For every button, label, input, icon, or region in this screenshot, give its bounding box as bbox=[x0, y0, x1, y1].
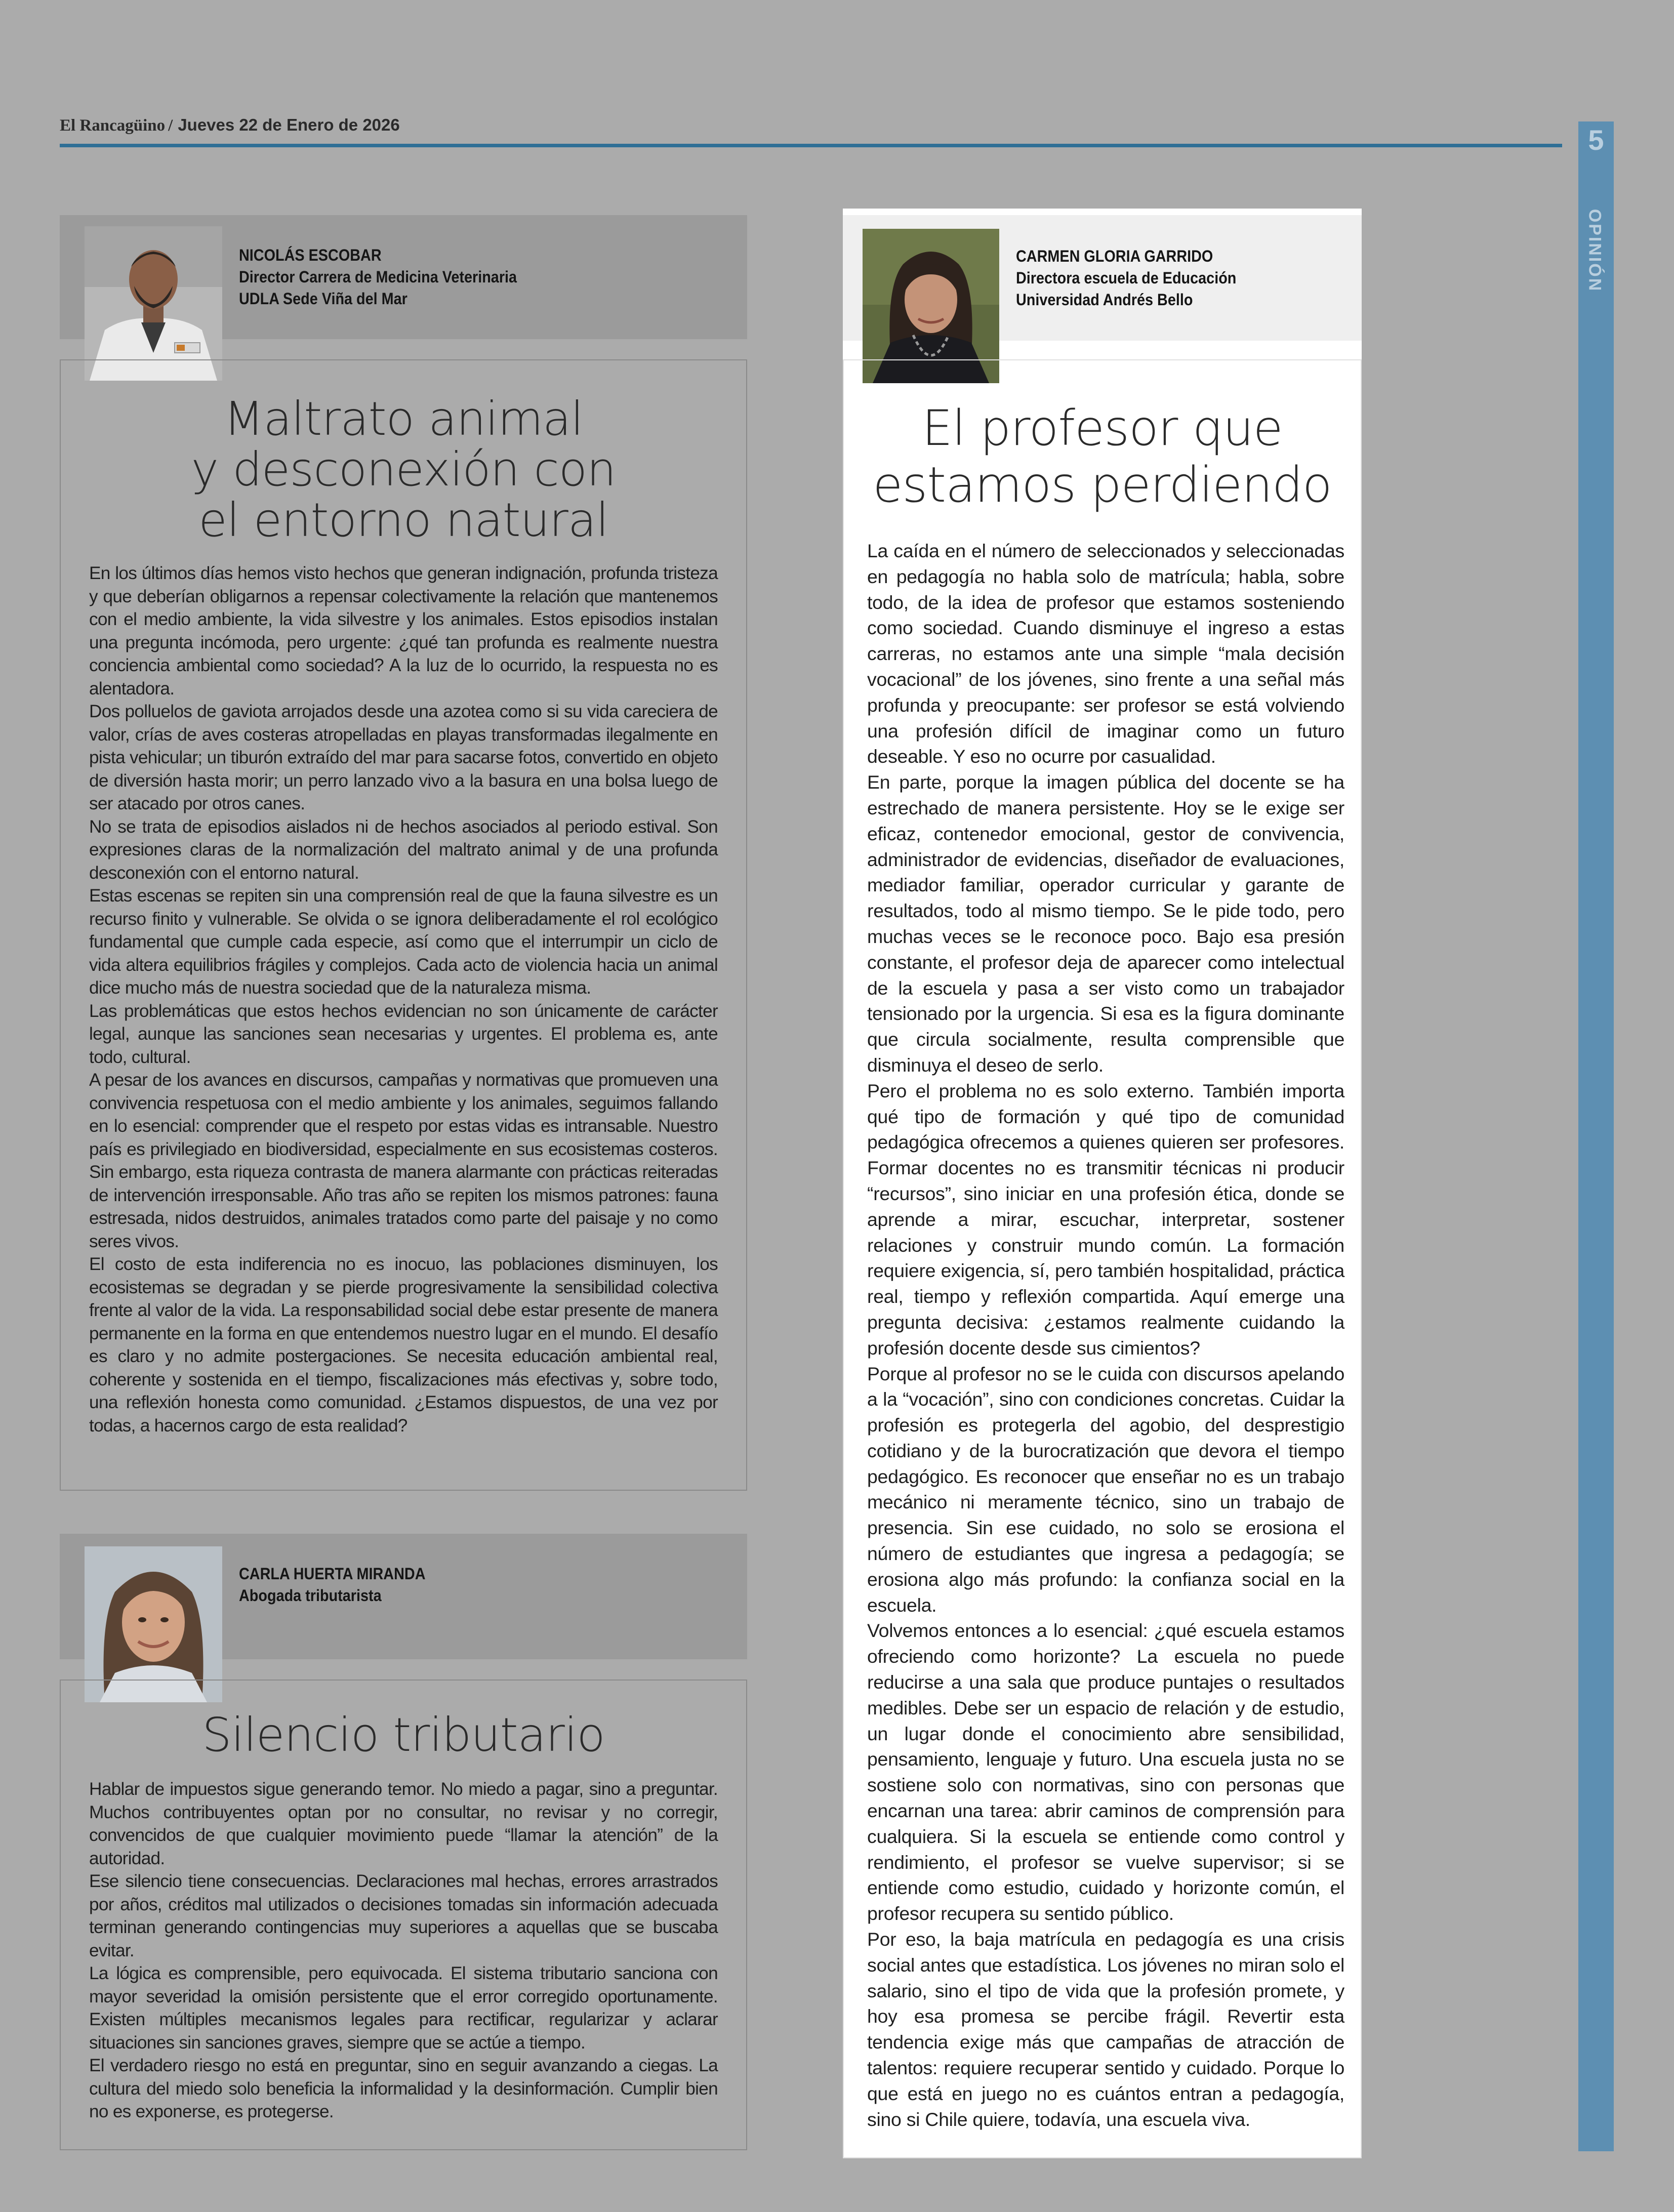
article-body-silencio bbox=[89, 1778, 718, 2123]
author-role: Director Carrera de Medicina Veterinaria bbox=[239, 268, 517, 286]
article-body-profesor bbox=[867, 538, 1344, 2132]
paragraph: La lógica es comprensible, pero equivocada. El sistema tributario sanciona con mayor severidad la omisión persistente que el error corregido oportunamente. Existen múltiples mecanismos legales para rectificar, regularizar y aclarar situaciones sin sanciones graves, siempre que se actúe a tiempo. bbox=[89, 1963, 718, 2053]
paragraph: No se trata de episodios aislados ni de hechos asociados al periodo estival. Son expresiones claras de la normalización del maltrato animal y de una profunda desconexión con el entorno natural. bbox=[89, 816, 718, 883]
section-side-band bbox=[1578, 121, 1614, 2151]
masthead bbox=[60, 115, 400, 139]
paragraph: Estas escenas se repiten sin una comprensión real de que la fauna silvestre es un recurso finito y vulnerable. Se olvida o se ignora deliberadamente el rol ecológico fundamental que cumple cada especie, así como que el interrumpir un ciclo de vida altera equilibrios frágiles y complejos. Cada acto de violencia hacia un animal dice mucho más de nuestra sociedad que de la naturaleza misma. bbox=[89, 886, 718, 998]
portrait-huerta bbox=[85, 1546, 222, 1702]
header-rule bbox=[60, 144, 1562, 147]
paragraph: La caída en el número de seleccionados y seleccionadas en pedagogía no habla solo de matrícula; habla, sobre todo, de la idea de profesor que estamos sosteniendo como sociedad. Cuando disminuye el ingreso a estas carreras, no estamos ante una simple “mala decisión vocacional” de los jóvenes, sino frente a una señal más profunda y preocupante: ser profesor se está volviendo una profesión difícil de imaginar como un futuro deseable. Y eso no ocurre por casualidad. bbox=[867, 540, 1344, 767]
title-line: estamos perdiendo bbox=[873, 457, 1332, 513]
article-title-silencio bbox=[66, 1710, 741, 1760]
paragraph: A pesar de los avances en discursos, campañas y normativas que promueven una convivencia respetuosa con el medio ambiente y los animales, seguimos fallando en lo esencial: comprender que el respeto por estas vidas es intransable. Nuestro país es privilegiado en biodiversidad, especialmente en sus ecosistemas costeros. Sin embargo, esta riqueza contrasta de manera alarmante con prácticas reiteradas de intervención irresponsable. Año tras año se repiten los mismos patrones: fauna estresada, nidos destruidos, animales tratados como parte del paisaje y no como seres vivos. bbox=[89, 1070, 718, 1251]
author-role: Directora escuela de Educación bbox=[1016, 269, 1237, 287]
section-label: OPINIÓN bbox=[1585, 209, 1605, 293]
author-name: NICOLÁS ESCOBAR bbox=[239, 246, 382, 264]
author-info-huerta bbox=[239, 1563, 425, 1607]
paragraph: Volvemos entonces a lo esencial: ¿qué escuela estamos ofreciendo como horizonte? La escuela no puede reducirse a una sala que produce puntajes o resultados medibles. Debe ser un espacio de relación y de estudio, un lugar donde el conocimiento abre sensibilidad, pensamiento, lenguaje y futuro. Una escuela justa no se sostiene solo con normativas, sino con personas que encarnan una tarea: abrir caminos de comprensión para cualquiera. Si la escuela se entiende como control y rendimiento, el profesor se vuelve supervisor; si se entiende como estudio, cuidado y horizonte común, el profesor recupera su sentido público. bbox=[867, 1620, 1344, 1924]
author-affiliation: Universidad Andrés Bello bbox=[1016, 291, 1193, 309]
article-body-maltrato bbox=[89, 562, 718, 1437]
paragraph: Hablar de impuestos sigue generando temor. No miedo a pagar, sino a preguntar. Muchos contribuyentes optan por no consultar, no revisar y no corregir, convencidos de que cualquier movimiento puede “llamar la atención” de la autoridad. bbox=[89, 1779, 718, 1868]
author-name: CARMEN GLORIA GARRIDO bbox=[1016, 247, 1213, 265]
paragraph: En parte, porque la imagen pública del docente se ha estrechado de manera persistente. Hoy se le exige ser eficaz, contenedor emocional, gestor de convivencia, administrador de evidencias, diseñador de evaluaciones, mediador familiar, operador curricular y garante de resultados, todo al mismo tiempo. Se le pide todo, pero muchas veces se le reconoce poco. Bajo esa presión constante, el profesor deja de aparecer como intelectual de la escuela y pasa a ser visto como un trabajador tensionado por la urgencia. Si esa es la figura dominante que circula socialmente, resulta comprensible que disminuya el deseo de serlo. bbox=[867, 771, 1344, 1076]
title-line: el entorno natural bbox=[198, 493, 608, 547]
title-line: Maltrato animal bbox=[224, 392, 583, 446]
title-line: El profesor que bbox=[922, 400, 1283, 457]
paragraph: Las problemáticas que estos hechos evidencian no son únicamente de carácter legal, aunque las sanciones sean necesarias y urgentes. El problema es, ante todo, cultural. bbox=[89, 1001, 718, 1067]
author-role: Abogada tributarista bbox=[239, 1586, 382, 1605]
newspaper-name: El Rancagüino bbox=[60, 116, 166, 135]
author-info-garrido bbox=[1016, 245, 1236, 311]
paragraph: Pero el problema no es solo externo. También importa qué tipo de formación y qué tipo de comunidad pedagógica ofrecemos a quienes quieren ser profesores. Formar docentes no es transmitir técnicas ni producir “recursos”, sino iniciar en una profesión ética, donde se aprende a mirar, escuchar, interpretar, sostener relaciones y construir mundo común. La formación requiere exigencia, sí, pero también hospitalidad, práctica real, tiempo y reflexión compartida. Aquí emerge una pregunta decisiva: ¿estamos realmente cuidando la profesión docente desde sus cimientos? bbox=[867, 1080, 1344, 1359]
paragraph: Por eso, la baja matrícula en pedagogía es una crisis social antes que estadística. Los jóvenes no miran solo el salario, sino el tipo de vida que la profesión promete, y hoy esa promesa se percibe frágil. Revertir esta tendencia exige más que campañas de atracción de talentos: requiere recuperar sentido y cuidado. Porque lo que está en juego no es cuántos entran a pedagogía, sino si Chile quiere, todavía, una escuela viva. bbox=[867, 1929, 1344, 2130]
author-photo-escobar bbox=[85, 226, 222, 381]
author-name: CARLA HUERTA MIRANDA bbox=[239, 1565, 426, 1583]
article-title-maltrato bbox=[66, 394, 741, 546]
portrait-escobar bbox=[85, 226, 222, 381]
page-number: 5 bbox=[1588, 124, 1604, 156]
masthead-separator: / bbox=[168, 116, 173, 135]
paragraph: Dos polluelos de gaviota arrojados desde una azotea como si su vida careciera de valor, crías de aves costeras atropelladas en playas transformadas ilegalmente en pista vehicular; un tiburón extraído del mar para sacarse fotos, convertido en objeto de diversión hasta morir; un perro lanzado vivo a la basura en una bolsa luego de ser atacado por otros canes. bbox=[89, 702, 718, 813]
paragraph: El verdadero riesgo no está en preguntar, sino en seguir avanzando a ciegas. La cultura del miedo solo beneficia la informalidad y la desinformación. Cumplir bien no es exponerse, es protegerse. bbox=[89, 2056, 718, 2121]
paragraph: Ese silencio tiene consecuencias. Declaraciones mal hechas, errores arrastrados por años, créditos mal utilizados o decisiones tomadas sin información adecuada terminan generando contingencias muy superiores a aquellas que se buscaba evitar. bbox=[89, 1871, 718, 1960]
issue-date: Jueves 22 de Enero de 2026 bbox=[178, 115, 400, 134]
paragraph: Porque al profesor no se le cuida con discursos apelando a la “vocación”, sino con condiciones concretas. Cuidar la profesión es protegerla del agobio, del desprestigio cotidiano y de la burocratización que devora el tiempo pedagógico. Es reconocer que enseñar no es un trabajo mecánico ni meramente técnico, sino un trabajo de presencia. Sin ese cuidado, no solo se erosiona el número de estudiantes que ingresa a pedagogía; se erosiona algo más profundo: la confianza social en la escuela. bbox=[867, 1363, 1344, 1616]
paragraph: En los últimos días hemos visto hechos que generan indignación, profunda tristeza y que deberían obligarnos a repensar colectivamente la relación que mantenemos con el medio ambiente, la vida silvestre y los animales. Estos episodios instalan una pregunta incómoda, pero urgente: ¿qué tan profunda es realmente nuestra conciencia ambiental como sociedad? A la luz de lo ocurrido, la respuesta no es alentadora. bbox=[89, 563, 718, 699]
author-photo-huerta bbox=[85, 1546, 222, 1702]
title-line: y desconexión con bbox=[191, 442, 616, 497]
paragraph: El costo de esta indiferencia no es inocuo, las poblaciones disminuyen, los ecosistemas se degradan y se pierde progresivamente la sensibilidad colectiva frente al valor de la vida. La responsabilidad social debe estar presente de manera permanente en la forma en que entendemos nuestro lugar en el mundo. El desafío es claro y no admite postergaciones. Se necesita educación ambiental real, coherente y sostenida en el tiempo, fiscalizaciones más efectivas y, sobre todo, una reflexión honesta como comunidad. ¿Estamos dispuestos, de una vez por todas, a hacernos cargo de esta realidad? bbox=[89, 1254, 718, 1436]
author-affiliation: UDLA Sede Viña del Mar bbox=[239, 290, 407, 308]
title-line: Silencio tributario bbox=[202, 1708, 605, 1762]
article-title-profesor bbox=[846, 400, 1358, 513]
author-info-escobar bbox=[239, 244, 517, 310]
